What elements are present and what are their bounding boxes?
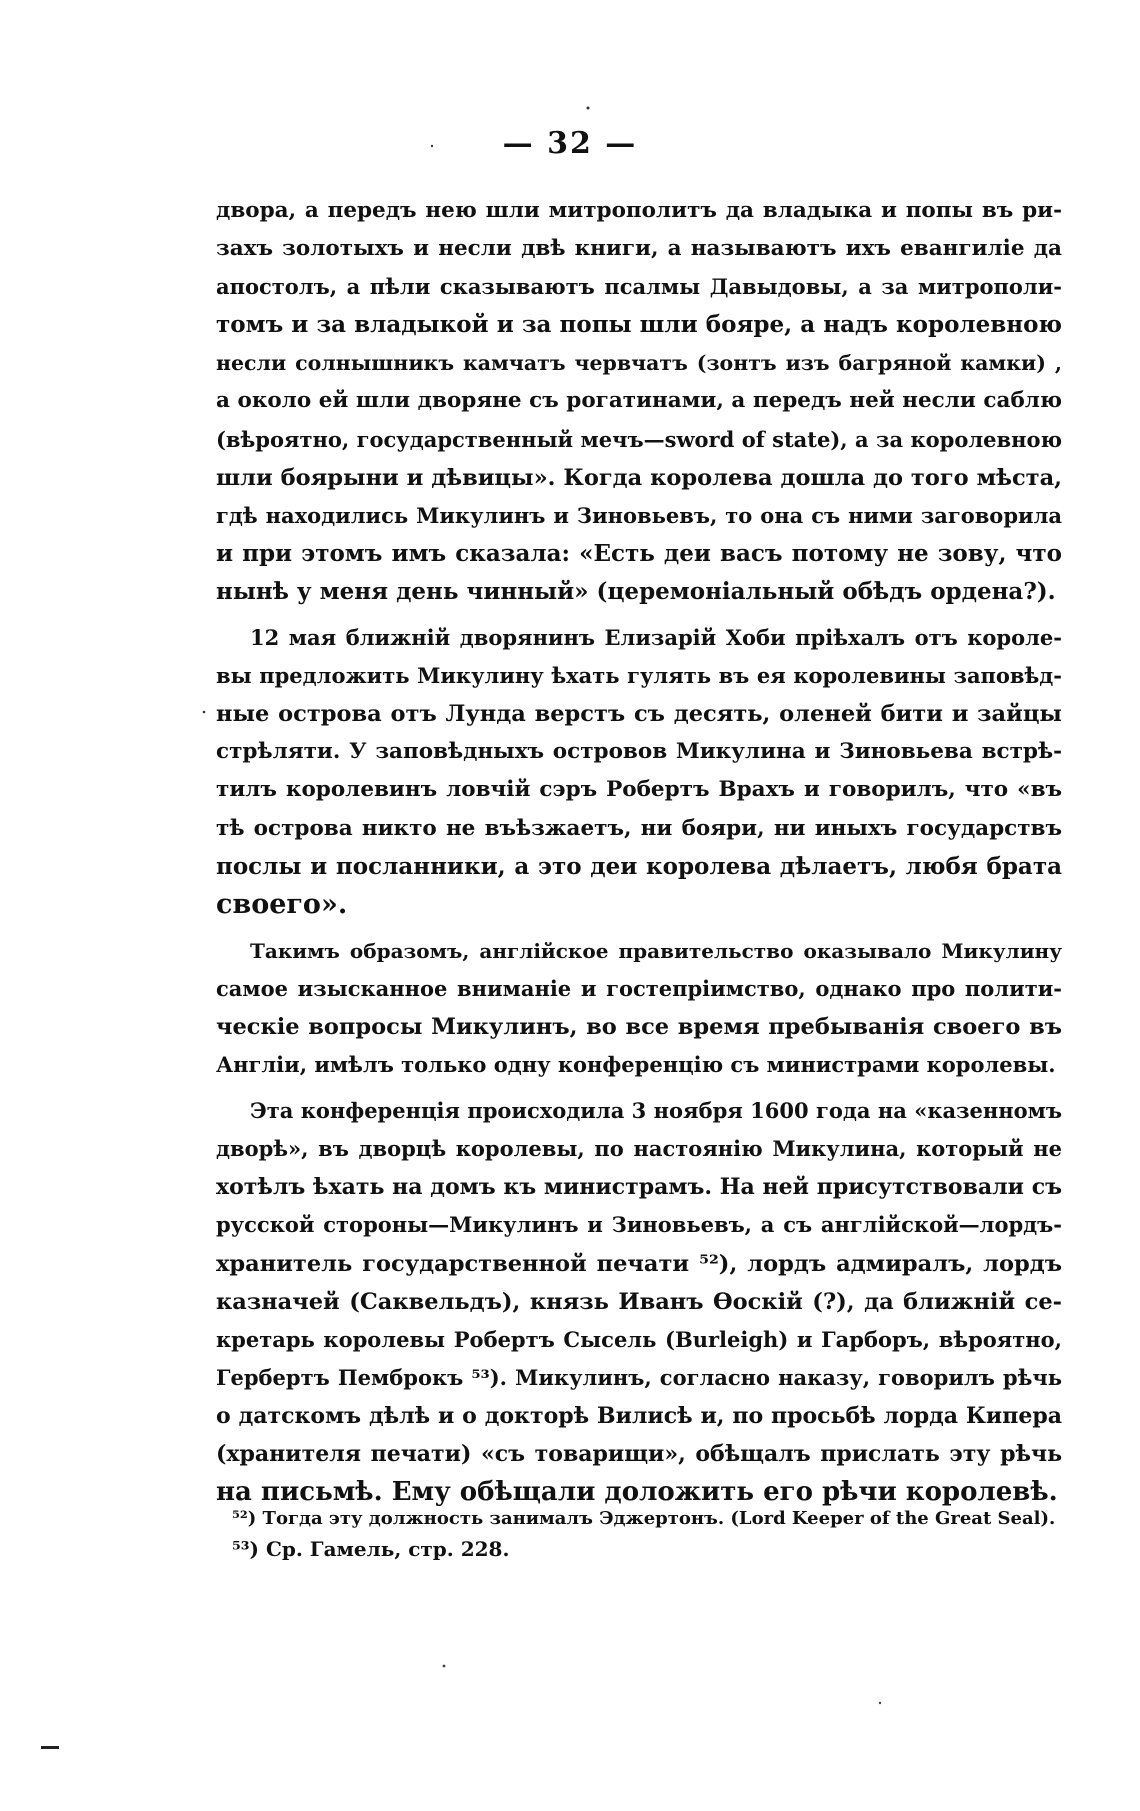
text-line: на письмѣ. Ему обѣщали доложить его рѣчи королевѣ. [216, 1477, 1058, 1508]
text-line: апостолъ, а пѣли сказываютъ псалмы Давыдовы, а за митрополи- [216, 274, 1062, 300]
text-line: кретарь королевы Робертъ Сысель (Burleigh) и Гарборъ, вѣроятно, [216, 1326, 1062, 1352]
text-line: о датскомъ дѣлѣ и о докторѣ Вилисѣ и, по просьбѣ лорда Кипера [216, 1402, 1062, 1429]
text-line: русской стороны—Микулинъ и Зиновьевъ, а съ англійской—лордъ- [216, 1212, 1062, 1238]
text-line: захъ золотыхъ и несли двѣ книги, а называютъ ихъ евангиліе да [216, 236, 1062, 262]
text-line: казначей (Саквельдъ), князь Иванъ Ѳоскій (?), да ближній се- [216, 1288, 1062, 1315]
text-line: тѣ острова никто не въѣзжаетъ, ни бояри, ни иныхъ государствъ [216, 815, 1062, 841]
body-text [216, 192, 1062, 1511]
text-line: Гербертъ Пемброкъ ⁵³). Микулинъ, согласно наказу, говорилъ рѣчь [216, 1364, 1062, 1390]
text-line: ческіе вопросы Микулинъ, во все время пребыванія своего въ [216, 1013, 1062, 1040]
text-line: самое изысканное вниманіе и гостепріимство, однако про полити- [216, 975, 1062, 1001]
text-line: (хранителя печати) «съ товарищи», обѣщалъ прислать эту рѣчь [216, 1441, 1062, 1467]
paragraph-gap [216, 924, 1062, 932]
text-line: тилъ королевинъ ловчій сэръ Робертъ Врахъ и говорилъ, что «въ [216, 777, 1062, 803]
footnote-52: ⁵²) Тогда эту должность занималъ Эджертонъ. (Lord Keeper of the Great Seal). [232, 1508, 1056, 1529]
text-line: нынѣ у меня день чинный» (церемоніальный обѣдъ ордена?). [216, 577, 1056, 605]
paragraph-gap [216, 611, 1062, 619]
text-line: послы и посланники, а это деи королева дѣлаетъ, любя брата [216, 852, 1062, 880]
text-line: а около ей шли дворяне съ рогатинами, а передъ ней несли саблю [216, 388, 1062, 414]
text-line: вы предложить Микулину ѣхать гулять въ ея королевины заповѣд- [216, 663, 1062, 689]
text-line: шли боярыни и дѣвицы». Когда королева дошла до того мѣста, [216, 464, 1062, 491]
paragraph [216, 192, 1062, 611]
text-line: и при этомъ имъ сказала: «Есть деи васъ потому не зову, что [216, 539, 1062, 567]
footnote-53: ⁵³) Ср. Гамель, стр. 228. [232, 1537, 510, 1561]
text-line: Такимъ образомъ, англійское правительство оказывало Микулину [250, 938, 1062, 963]
text-line: дворѣ», въ дворцѣ королевы, по настоянію Микулина, который не [216, 1136, 1062, 1162]
paragraph [216, 1092, 1062, 1511]
text-line: своего». [216, 888, 348, 920]
text-line: ные острова отъ Лунда верстъ съ десять, оленей бити и зайцы [216, 701, 1062, 728]
text-line: хранитель государственной печати ⁵²), лордъ адмиралъ, лордъ [216, 1250, 1062, 1277]
paragraph [216, 619, 1062, 924]
text-line: двора, а передъ нею шли митрополитъ да владыка и попы въ ри- [216, 198, 1062, 223]
text-line: томъ и за владыкой и за попы шли бояре, а надъ королевною [216, 311, 1062, 339]
text-line: несли солнышникъ камчатъ червчатъ (зонтъ изъ багряной камки) , [216, 351, 1062, 376]
text-line: (вѣроятно, государственный мечъ—sword of state), а за королевною [216, 426, 1062, 452]
text-line: 12 мая ближній дворянинъ Елизарій Хоби пріѣхалъ отъ короле- [250, 625, 1062, 651]
paragraph [216, 932, 1062, 1084]
text-line: Англіи, имѣлъ только одну конференцію съ министрами королевы. [216, 1052, 1056, 1078]
text-line: Эта конференція происходила 3 ноября 1600 года на «казенномъ [250, 1098, 1062, 1124]
text-line: хотѣлъ ѣхать на домъ къ министрамъ. На ней присутствовали съ [216, 1174, 1062, 1201]
footnotes [232, 1504, 1062, 1564]
page-number: — 32 — [502, 126, 638, 161]
paragraph-gap [216, 1084, 1062, 1092]
text-line: стрѣляти. У заповѣдныхъ островов Микулина и Зиновьева встрѣ- [216, 739, 1062, 765]
text-line: гдѣ находились Микулинъ и Зиновьевъ, то она съ ними заговорила [216, 502, 1062, 528]
